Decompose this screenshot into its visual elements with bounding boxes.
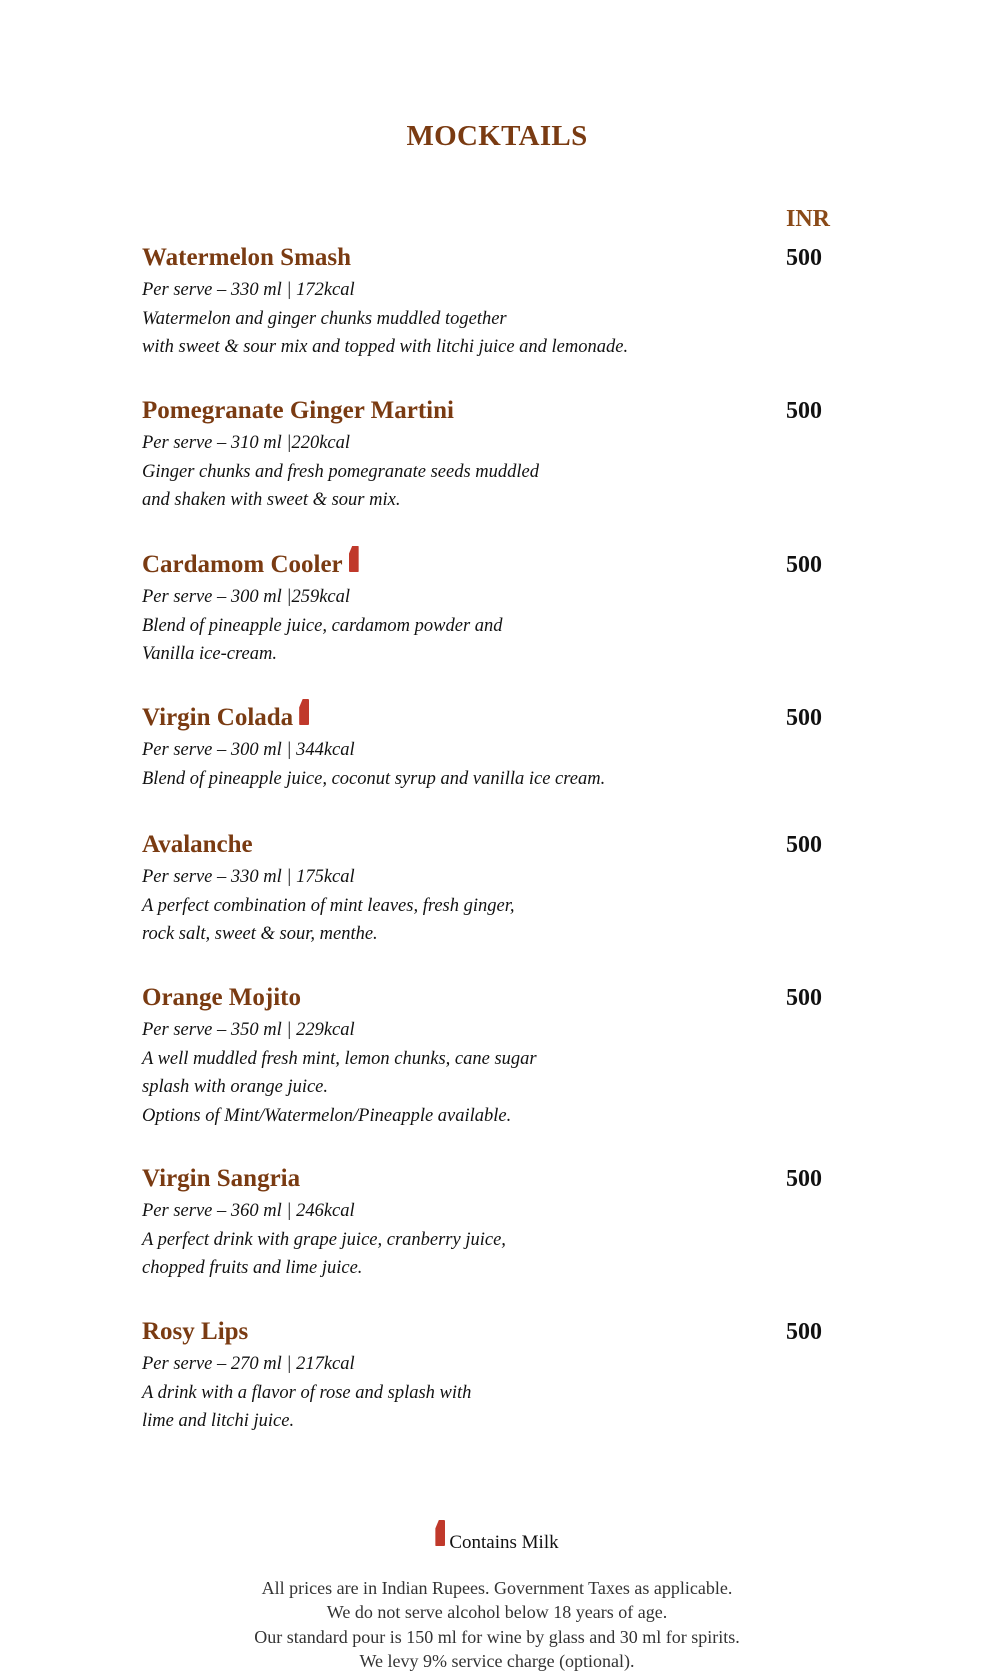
item-name	[142, 396, 862, 426]
item-name	[142, 983, 862, 1013]
legend	[0, 1520, 994, 1554]
item-description: Blend of pineapple juice, cardamom powder and	[142, 615, 503, 636]
page-title: MOCKTAILS	[406, 120, 588, 152]
item-description: Blend of pineapple juice, coconut syrup and vanilla ice cream.	[142, 768, 606, 789]
item-description: rock salt, sweet & sour, menthe.	[142, 924, 378, 945]
item-description: splash with orange juice.	[142, 1077, 329, 1098]
item-name	[142, 243, 862, 273]
item-serving-info: Per serve – 300 ml | 344kcal	[142, 740, 355, 760]
item-price: 500	[786, 705, 822, 731]
item-description: Watermelon and ginger chunks muddled together	[142, 308, 507, 329]
item-name	[142, 550, 862, 580]
currency-label: INR	[786, 206, 831, 232]
item-name-text: Pomegranate Ginger Martini	[142, 397, 454, 424]
menu-item	[142, 243, 862, 362]
item-name-text: Virgin Colada	[142, 704, 294, 731]
item-name	[142, 830, 862, 860]
item-name-text: Avalanche	[142, 831, 253, 858]
footer-line: We do not serve alcohol below 18 years of age.	[326, 1602, 668, 1623]
item-price: 500	[786, 1166, 822, 1192]
item-price: 500	[786, 985, 822, 1011]
footer-line: Our standard pour is 150 ml for wine by glass and 30 ml for spirits.	[254, 1626, 740, 1647]
item-description: A perfect combination of mint leaves, fresh ginger,	[142, 895, 515, 916]
item-name-text: Watermelon Smash	[142, 244, 352, 271]
item-description: A well muddled fresh mint, lemon chunks, cane sugar	[142, 1048, 537, 1069]
item-description: and shaken with sweet & sour mix.	[142, 490, 401, 511]
item-description: Vanilla ice-cream.	[142, 644, 277, 665]
item-price: 500	[786, 1319, 822, 1345]
footer-line: We levy 9% service charge (optional).	[359, 1650, 635, 1671]
milk-icon	[349, 546, 359, 572]
milk-icon	[299, 699, 309, 725]
item-name	[142, 703, 862, 733]
item-serving-info: Per serve – 330 ml | 175kcal	[142, 867, 355, 887]
item-price: 500	[786, 832, 822, 858]
item-price: 500	[786, 398, 822, 424]
item-serving-info: Per serve – 270 ml | 217kcal	[142, 1354, 355, 1374]
item-name-text: Virgin Sangria	[142, 1165, 301, 1192]
menu-item	[142, 703, 862, 793]
item-name	[142, 1317, 862, 1347]
menu-item	[142, 396, 862, 515]
item-name-text: Cardamom Cooler	[142, 551, 343, 578]
menu-item	[142, 983, 862, 1131]
legend-label: Contains Milk	[449, 1532, 559, 1553]
menu-item	[142, 830, 862, 949]
item-description: lime and litchi juice.	[142, 1411, 295, 1432]
menu-item	[142, 550, 862, 669]
item-price: 500	[786, 245, 822, 271]
item-name	[142, 1164, 862, 1194]
item-name-text: Orange Mojito	[142, 984, 301, 1011]
item-description: Options of Mint/Watermelon/Pineapple available.	[142, 1106, 512, 1127]
item-description: A drink with a flavor of rose and splash with	[142, 1382, 472, 1403]
footer-line: All prices are in Indian Rupees. Government Taxes as applicable.	[261, 1578, 733, 1598]
item-description: A perfect drink with grape juice, cranberry juice,	[142, 1229, 506, 1250]
item-description: Ginger chunks and fresh pomegranate seeds muddled	[142, 461, 540, 482]
item-description: with sweet & sour mix and topped with litchi juice and lemonade.	[142, 337, 629, 358]
menu-item	[142, 1164, 862, 1283]
menu-item	[142, 1317, 862, 1436]
item-serving-info: Per serve – 300 ml |259kcal	[142, 587, 351, 607]
footer-notes	[0, 1576, 994, 1673]
item-description: chopped fruits and lime juice.	[142, 1258, 363, 1279]
item-serving-info: Per serve – 330 ml | 172kcal	[142, 280, 355, 300]
item-serving-info: Per serve – 360 ml | 246kcal	[142, 1201, 355, 1221]
item-serving-info: Per serve – 350 ml | 229kcal	[142, 1020, 355, 1040]
milk-icon	[435, 1520, 445, 1546]
item-name-text: Rosy Lips	[142, 1318, 249, 1345]
item-serving-info: Per serve – 310 ml |220kcal	[142, 433, 351, 453]
item-price: 500	[786, 552, 822, 578]
